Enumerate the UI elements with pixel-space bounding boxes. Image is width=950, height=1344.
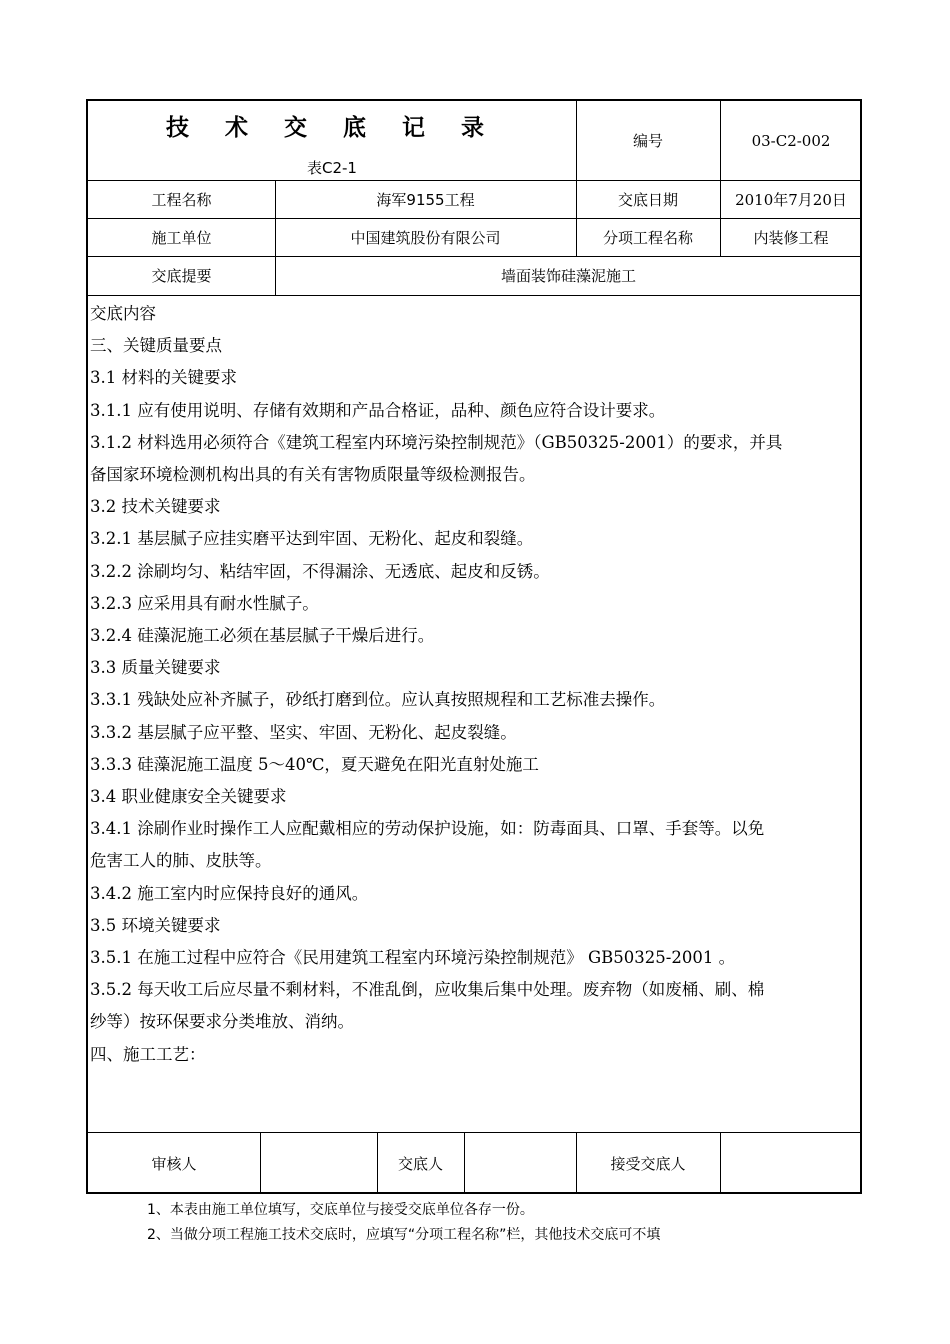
form-number: 表C2-1 — [307, 159, 357, 177]
reviewer-label: 审核人 — [151, 1154, 197, 1173]
sub-project-value: 内装修工程 — [753, 228, 829, 247]
contractor-label: 施工单位 — [151, 228, 212, 247]
disclosure-record-table — [86, 99, 862, 1194]
summary-value: 墙面装饰硅藻泥施工 — [500, 267, 636, 285]
content-line: 3.5 环境关键要求 — [90, 915, 221, 935]
content-line: 3.5.2 每天收工后应尽量不剩材料，不准乱倒，应收集后集中处理。废弃物（如废桶、刷、棉 — [90, 980, 765, 1000]
content-line: 3.2.3 应采用具有耐水性腻子。 — [90, 593, 319, 613]
content-line: 备国家环境检测机构出具的有关有害物质限量等级检测报告。 — [90, 465, 536, 485]
receiver-signature — [720, 1132, 862, 1194]
content-line: 3.3 质量关键要求 — [90, 658, 221, 678]
content-line: 3.1.2 材料选用必须符合《建筑工程室内环境污染控制规范》（GB50325-2001）的要求，并具 — [90, 432, 783, 452]
footnote: 1、本表由施工单位填写，交底单位与接受交底单位各存一份。 — [147, 1202, 534, 1218]
project-name-label: 工程名称 — [151, 190, 212, 209]
content-line: 3.5.1 在施工过程中应符合《民用建筑工程室内环境污染控制规范》 GB50325-2001 。 — [90, 948, 736, 968]
content-line: 3.2.2 涂刷均匀、粘结牢固，不得漏涂、无透底、起皮和反锈。 — [90, 561, 550, 581]
content-line: 3.4.1 涂刷作业时操作工人应配戴相应的劳动保护设施，如：防毒面具、口罩、手套等。以免 — [90, 819, 765, 839]
reviewer-signature — [260, 1132, 377, 1194]
content-line: 3.2.1 基层腻子应挂实磨平达到牢固、无粉化、起皮和裂缝。 — [90, 529, 534, 549]
content-line: 3.2 技术关键要求 — [90, 497, 221, 517]
code-label: 编号 — [632, 132, 663, 150]
content-line: 三、关键质量要点 — [90, 336, 222, 356]
content-line: 3.3.3 硅藻泥施工温度 5～40℃，夏天避免在阳光直射处施工 — [90, 754, 539, 774]
contractor-value: 中国建筑股份有限公司 — [350, 228, 501, 247]
content-line: 3.2.4 硅藻泥施工必须在基层腻子干燥后进行。 — [90, 626, 435, 646]
content-line: 危害工人的肺、皮肤等。 — [90, 851, 272, 871]
row-divider — [88, 295, 860, 296]
date-value: 2010年7月20日 — [735, 190, 847, 209]
document-title: 技 术 交 底 记 录 — [165, 115, 499, 141]
code-value: 03-C2-002 — [751, 131, 831, 150]
content-line: 纱等）按环保要求分类堆放、消纳。 — [90, 1012, 354, 1032]
summary-label: 交底提要 — [151, 267, 212, 285]
content-line: 3.1 材料的关键要求 — [90, 368, 237, 388]
discloser-signature — [464, 1132, 576, 1194]
disclosure-content — [90, 298, 862, 1071]
content-line: 3.3.2 基层腻子应平整、坚实、牢固、无粉化、起皮裂缝。 — [90, 722, 517, 742]
content-line: 四、施工工艺： — [90, 1044, 206, 1064]
content-line: 3.3.1 残缺处应补齐腻子，砂纸打磨到位。应认真按照规程和工艺标准去操作。 — [90, 690, 666, 710]
date-label: 交底日期 — [617, 190, 678, 209]
discloser-label: 交底人 — [397, 1154, 443, 1173]
project-name-value: 海军9155工程 — [376, 190, 475, 209]
receiver-label: 接受交底人 — [610, 1154, 686, 1173]
content-line: 3.4 职业健康安全关键要求 — [90, 787, 287, 807]
content-line: 交底内容 — [90, 304, 156, 323]
footnote: 2、当做分项工程施工技术交底时，应填写“分项工程名称”栏，其他技术交底可不填 — [147, 1227, 661, 1243]
content-line: 3.4.2 施工室内时应保持良好的通风。 — [90, 883, 369, 903]
content-line: 3.1.1 应有使用说明、存储有效期和产品合格证，品种、颜色应符合设计要求。 — [90, 400, 666, 420]
sub-project-label: 分项工程名称 — [602, 228, 693, 247]
